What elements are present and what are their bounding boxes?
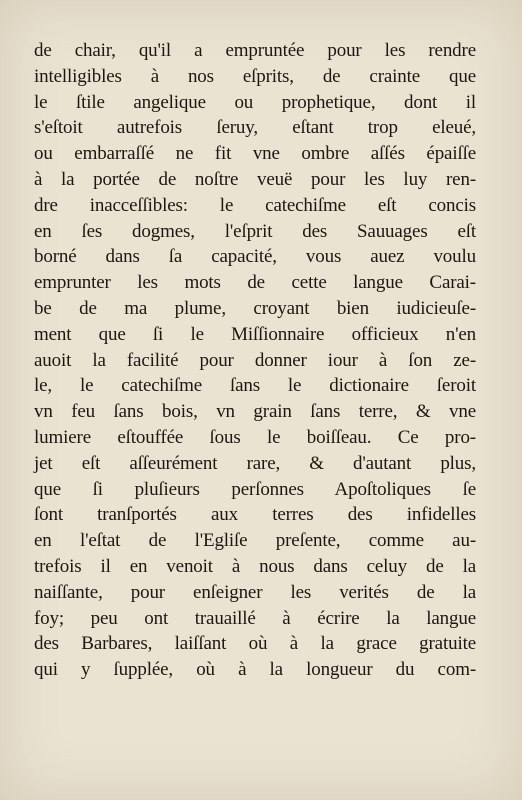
- text-line: trefois il en venoit à nous dans celuy de la: [34, 555, 476, 577]
- body-text: [34, 38, 476, 683]
- text-line: s'eſtoit autrefois ſeruy, eſtant trop eleué,: [34, 117, 476, 139]
- text-line: le, le catechiſme ſans le dictionaire ſeroit: [34, 375, 476, 397]
- text-line: en l'eſtat de l'Egliſe preſente, comme au-: [34, 530, 476, 552]
- text-line: ou embarraſſé ne fit vne ombre aſſés épaiſſe: [34, 143, 476, 165]
- text-line: à la portée de noſtre veuë pour les luy ren-: [34, 168, 476, 190]
- text-line: qui y ſupplée, où à la longueur du com-: [34, 659, 476, 681]
- text-line: borné dans ſa capacité, vous auez voulu: [34, 246, 476, 268]
- text-line: dre inacceſſibles: le catechiſme eſt concis: [34, 194, 476, 216]
- text-line: en ſes dogmes, l'eſprit des Sauuages eſt: [34, 220, 476, 242]
- text-line: ſont tranſportés aux terres des infidelles: [34, 504, 476, 526]
- text-line: lumiere eſtouffée ſous le boiſſeau. Ce pro-: [34, 426, 476, 448]
- text-line: le ſtile angelique ou prophetique, dont il: [34, 91, 476, 113]
- text-line: foy; peu ont trauaillé à écrire la langue: [34, 607, 476, 629]
- text-line: de chair, qu'il a empruntée pour les rendre: [34, 40, 476, 61]
- text-line: vn feu ſans bois, vn grain ſans terre, & vne: [34, 401, 476, 423]
- text-line: be de ma plume, croyant bien iudicieuſe-: [34, 297, 476, 319]
- text-line: des Barbares, laiſſant où à la grace gratuite: [34, 633, 476, 655]
- text-line: naiſſante, pour enſeigner les verités de la: [34, 581, 476, 603]
- text-line: intelligibles à nos eſprits, de crainte que: [34, 65, 476, 87]
- text-line: jet eſt aſſeurément rare, & d'autant plus,: [34, 452, 476, 474]
- text-line: auoit la facilité pour donner iour à ſon ze-: [34, 349, 476, 371]
- text-line: que ſi pluſieurs perſonnes Apoſtoliques ſe: [34, 478, 476, 500]
- text-line: ment que ſi le Miſſionnaire officieux n'en: [34, 323, 476, 345]
- text-line: emprunter les mots de cette langue Carai-: [34, 272, 476, 294]
